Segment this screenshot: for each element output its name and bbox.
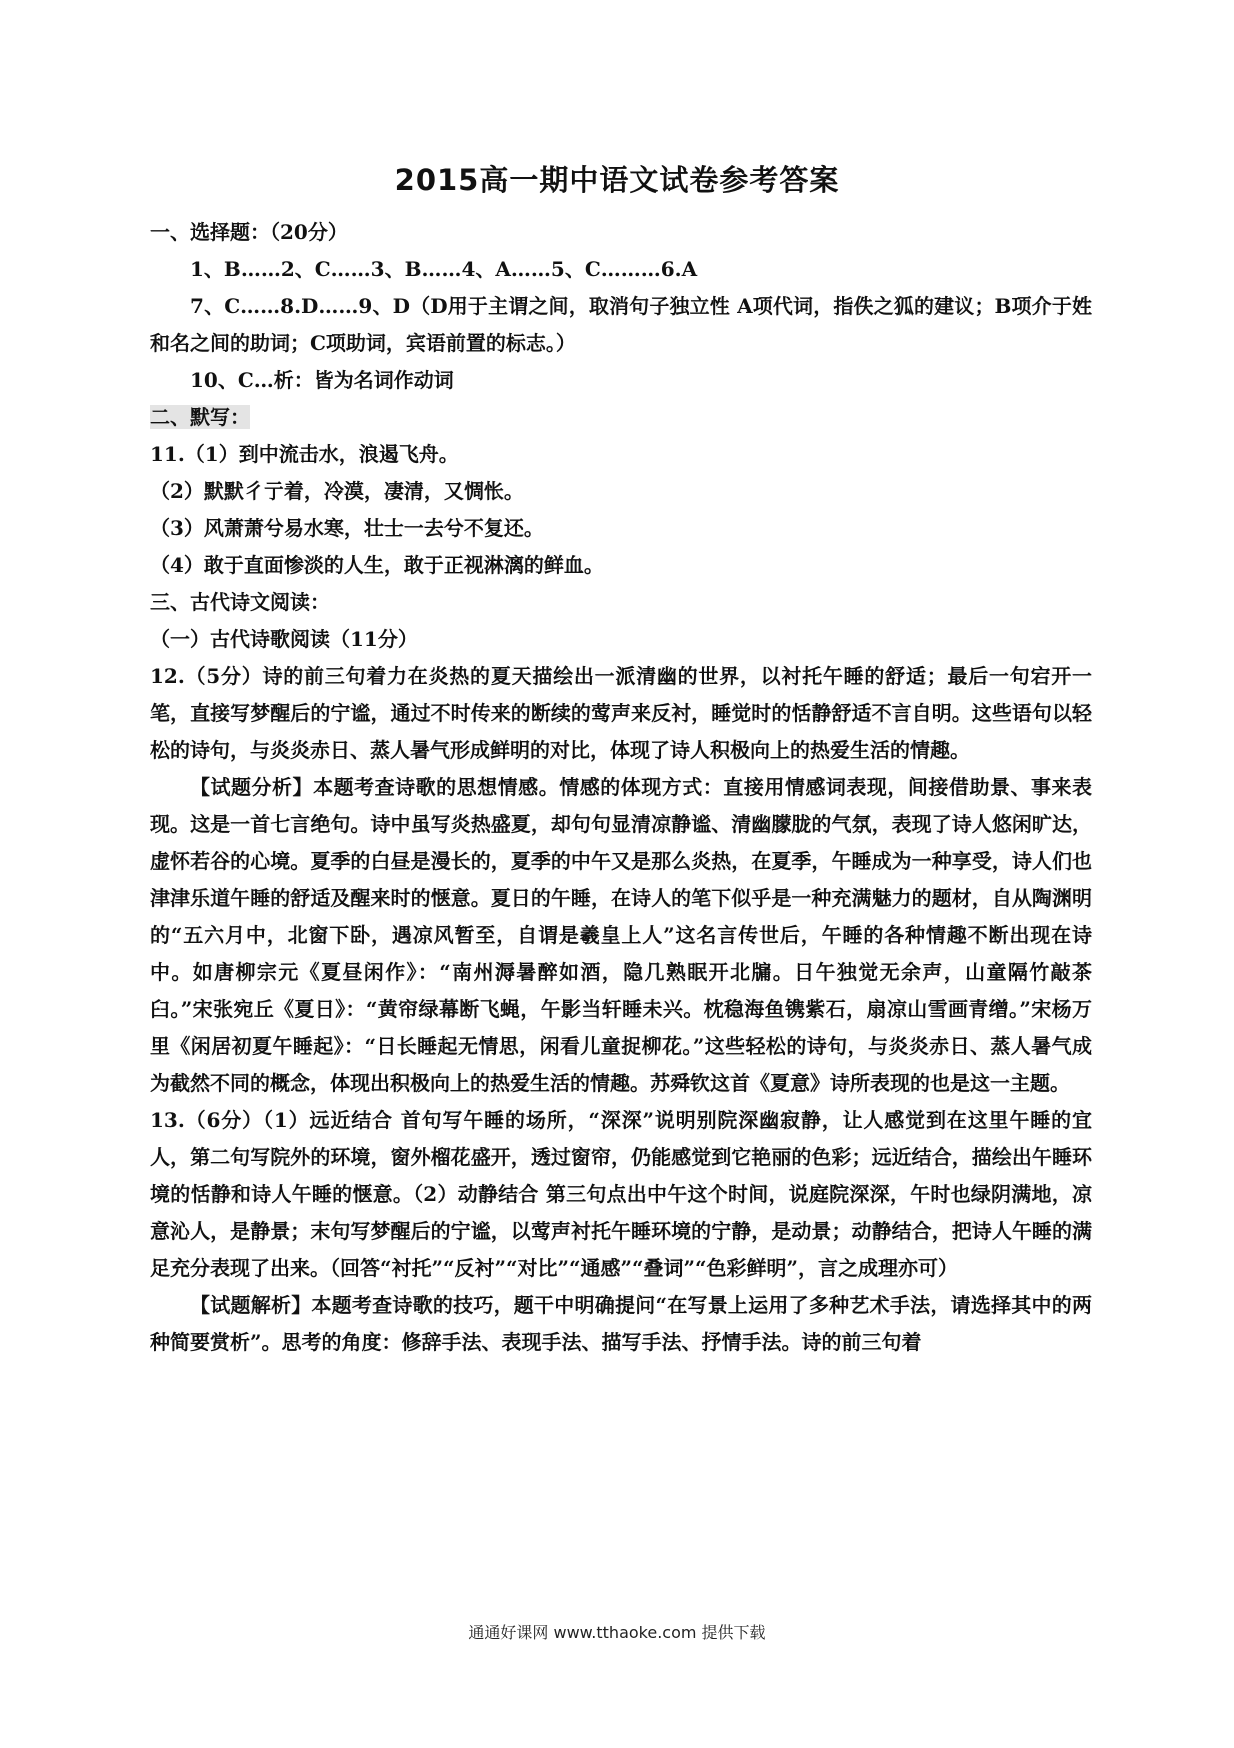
section-heading-choice: 一、选择题：（20分） xyxy=(150,220,348,244)
section-heading-classical: 三、古代诗文阅读： xyxy=(150,590,330,614)
answer-10: 10、C…析：皆为名词作动词 xyxy=(190,368,454,392)
section-heading-dictation-text: 二、默写： xyxy=(150,405,250,429)
answer-11-3: （3）风萧萧兮易水寒，壮士一去兮不复还。 xyxy=(150,516,544,540)
answer-11-1: 11.（1）到中流击水，浪遏飞舟。 xyxy=(150,442,459,466)
answer-13-analysis: 【试题解析】本题考查诗歌的技巧，题干中明确提问“在写景上运用了多种艺术手法，请选择其中的两种简要赏析”。思考的角度：修辞手法、表现手法、描写手法、抒情手法。诗的前三句着 xyxy=(150,1293,1092,1354)
subsection-heading-poetry: （一）古代诗歌阅读（11分） xyxy=(150,627,418,651)
answer-11-2: （2）默默彳亍着，冷漠，凄清，又惆怅。 xyxy=(150,479,524,503)
answer-12-analysis: 【试题分析】本题考查诗歌的思想情感。情感的体现方式：直接用情感词表现，间接借助景、事来表现。这是一首七言绝句。诗中虽写炎热盛夏，却句句显清凉静谧、清幽朦胧的气氛，表现了诗人悠闲旷达，虚怀若谷的心境。夏季的白昼是漫长的，夏季的中午又是那么炎热，在夏季，午睡成为一种享受，诗人们也津津乐道午睡的舒适及醒来时的惬意。夏日的午睡，在诗人的笔下似乎是一种充满魅力的题材，自从陶渊明的“五六月中，北窗下卧，遇凉风暂至，自谓是羲皇上人”这名言传世后，午睡的各种情趣不断出现在诗中。如唐柳宗元《夏昼闲作》：“南州溽暑醉如酒，隐几熟眠开北牖。日午独觉无余声，山童隔竹敲茶臼。”宋张宛丘《夏日》：“黄帘绿幕断飞蝇，午影当轩睡未兴。枕稳海鱼镌紫石，扇凉山雪画青缯。”宋杨万里《闲居初夏午睡起》：“日长睡起无情思，闲看儿童捉柳花。”这些轻松的诗句，与炎炎赤日、蒸人暑气成为截然不同的概念，体现出积极向上的热爱生活的情趣。苏舜钦这首《夏意》诗所表现的也是这一主题。 xyxy=(150,775,1092,1095)
section-heading-dictation xyxy=(150,399,1092,436)
answer-12: 12.（5分）诗的前三句着力在炎热的夏天描绘出一派清幽的世界，以衬托午睡的舒适；最后一句宕开一笔，直接写梦醒后的宁谧，通过不时传来的断续的莺声来反衬，睡觉时的恬静舒适不言自明。这些语句以轻松的诗句，与炎炎赤日、蒸人暑气形成鲜明的对比，体现了诗人积极向上的热爱生活的情趣。 xyxy=(150,664,1092,762)
answer-13: 13.（6分）（1）远近结合 首句写午睡的场所，“深深”说明别院深幽寂静，让人感觉到在这里午睡的宜人，第二句写院外的环境，窗外榴花盛开，透过窗帘，仍能感觉到它艳丽的色彩；远近结合，描绘出午睡环境的恬静和诗人午睡的惬意。（2）动静结合 第三句点出中午这个时间，说庭院深深，午时也绿阴满地，凉意沁人，是静景；末句写梦醒后的宁谧，以莺声衬托午睡环境的宁静，是动景；动静结合，把诗人午睡的满足充分表现了出来。（回答“衬托”“反衬”“对比”“通感”“叠词”“色彩鲜明”，言之成理亦可） xyxy=(150,1108,1092,1280)
page-footer: 通通好课网 www.tthaoke.com 提供下载 xyxy=(468,1623,766,1642)
page-title: 2015高一期中语文试卷参考答案 xyxy=(394,163,840,197)
answers-7-9: 7、C……8.D……9、D（D用于主谓之间，取消句子独立性 A项代词，指佚之狐的建议；B项介于姓和名之间的助词；C项助词，宾语前置的标志。） xyxy=(150,294,1092,355)
answer-content xyxy=(150,214,1092,1361)
answer-11-4: （4）敢于直面惨淡的人生，敢于正视淋漓的鲜血。 xyxy=(150,553,604,577)
answers-1-6: 1、B……2、C……3、B……4、A……5、C………6.A xyxy=(190,257,698,281)
